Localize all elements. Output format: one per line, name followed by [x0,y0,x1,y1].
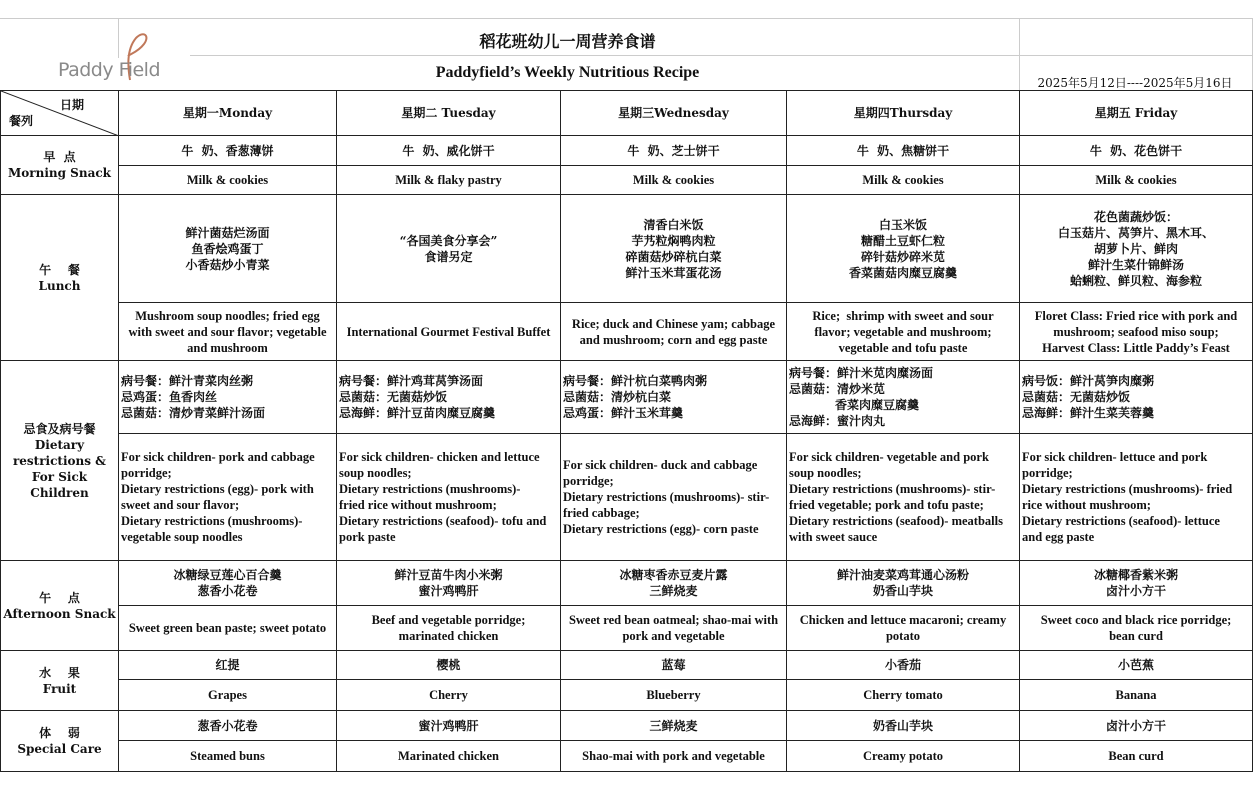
menu-line: International Gourmet Festival Buffet [346,324,551,339]
menu-line: 香菜肉糜豆腐羹 [789,398,919,412]
meal-row-en [1,606,1253,651]
menu-line: fried rice without mushroom; [339,498,497,512]
menu-line: 忌鸡蛋：鲜汁玉米茸羹 [563,406,684,420]
menu-cell-en [1020,741,1253,772]
meal-category-en: Special Care [17,742,102,756]
menu-line: Chicken and lettuce macaroni; creamy [799,613,1007,627]
menu-line: 鲜汁玉米茸蛋花汤 [625,265,722,280]
menu-line: 鲜汁豆苗牛肉小米粥 [394,568,503,582]
menu-cell-en [787,166,1020,195]
menu-cell-en [787,434,1020,561]
meal-row-cn [1,361,1253,434]
menu-line: Mushroom soup noodles; fried egg [135,308,320,323]
menu-cell-en [1020,166,1253,195]
menu-cell-cn [787,195,1020,303]
menu-line: 芋艿粒焖鸭肉粒 [631,233,716,248]
menu-line: 病号餐：鲜汁杭白菜鸭肉粥 [563,374,708,388]
mid-rule [190,55,1253,56]
menu-line: Bean curd [1108,749,1164,763]
menu-cell-cn [337,561,561,606]
day-header-row [1,91,1253,136]
meal-category-en: Morning Snack [8,166,111,180]
menu-line: 卤汁小方干 [1105,718,1166,733]
menu-cell-en [561,434,787,561]
menu-cell-cn [561,195,787,303]
menu-cell-cn [337,195,561,303]
menu-line: 白玉米饭 [878,217,927,232]
meal-category-cn: 早 点 [43,150,76,164]
menu-line: marinated chicken [398,629,499,643]
meal-category-en: Lunch [38,278,81,293]
menu-cell-en [561,741,787,772]
menu-line: Rice; shrimp with sweet and sour [812,308,994,323]
corner-date-label: 日期 [59,98,84,112]
menu-line: 葱香小花卷 [197,718,258,733]
menu-line: Dietary restrictions (seafood)- tofu and [339,514,547,528]
menu-cell-en [337,303,561,361]
menu-line: 奶香山芋块 [872,718,933,733]
menu-line: Dietary restrictions (mushrooms)- stir- [563,490,770,504]
page-title-en: Paddyfield’s Weekly Nutritious Recipe [435,64,700,81]
menu-line: and egg paste [1022,530,1095,544]
menu-line: vegetable soup noodles [121,530,243,544]
menu-line: 葱香小花卷 [197,584,258,598]
menu-cell-cn [787,561,1020,606]
menu-line: porridge; [1022,466,1073,480]
meal-row-en [1,166,1253,195]
menu-line: Creamy potato [863,749,943,763]
menu-line: 清香白米饭 [643,217,704,232]
menu-line: For sick children- vegetable and pork [789,450,989,464]
menu-line: Sweet coco and black rice porridge; [1040,613,1232,627]
menu-cell-en [337,434,561,561]
menu-line: 牛 奶、焦糖饼干 [856,143,950,158]
menu-line: Milk & cookies [186,173,269,187]
menu-line: 病号餐：鲜汁青菜肉丝粥 [121,374,254,388]
menu-cell-cn [1020,195,1253,303]
logo-text: Paddy Field [58,59,161,81]
menu-line: 病号餐：鲜汁鸡茸莴笋汤面 [339,374,484,388]
menu-cell-cn [561,136,787,166]
menu-cell-cn [787,361,1020,434]
menu-line: “各国美食分享会” [399,233,498,248]
menu-cell-cn [119,711,337,741]
menu-cell-cn [787,651,1020,680]
menu-cell-cn [337,651,561,680]
menu-line: fried vegetable; pork and tofu paste; [789,498,984,512]
menu-line: Harvest Class: Little Paddy’s Feast [1042,340,1230,355]
menu-line: Dietary restrictions (seafood)- lettuce [1022,514,1220,528]
meal-row-cn [1,136,1253,166]
meal-category-cn: 体 弱 [39,726,80,740]
menu-line: flavor; vegetable and mushroom; [814,324,992,339]
menu-line: 牛 奶、威化饼干 [402,143,495,158]
menu-line: 小香茄 [884,658,921,672]
menu-cell-en [561,680,787,711]
menu-cell-en [119,680,337,711]
menu-line: 花色菌蔬炒饭： [1093,209,1178,224]
menu-cell-cn [119,651,337,680]
menu-line: porridge; [121,466,172,480]
menu-cell-en [337,166,561,195]
menu-line: Dietary restrictions (mushrooms)- [121,514,303,528]
meal-category-cn: 水 果 [39,665,80,680]
menu-cell-en [119,303,337,361]
menu-cell-cn [119,195,337,303]
meal-category [1,561,119,651]
menu-line: 冰糖枣香赤豆麦片露 [619,568,728,582]
menu-line: 鱼香烩鸡蛋丁 [191,241,264,256]
meal-row-cn [1,561,1253,606]
menu-line: 胡萝卜片、鲜肉 [1093,241,1178,256]
menu-line: Shao-mai with pork and vegetable [582,749,765,763]
menu-line: 蜜汁鸡鸭肝 [418,718,479,733]
menu-cell-cn [119,136,337,166]
meal-category [1,195,119,361]
meal-category [1,711,119,772]
menu-cell-en [119,606,337,651]
menu-line: 小芭蕉 [1117,658,1154,672]
day-header: 星期五 Friday [1020,91,1253,136]
menu-cell-en [561,303,787,361]
menu-line: 忌菌菇：清炒青菜鲜汁汤面 [121,406,266,420]
menu-line: Dietary restrictions (egg)- corn paste [563,522,759,536]
day-header: 星期二 Tuesday [337,91,561,136]
menu-line: For sick children- chicken and lettuce [339,450,540,464]
menu-line: 三鲜烧麦 [649,584,698,598]
menu-line: 卤汁小方干 [1105,584,1166,598]
menu-line: For sick children- lettuce and pork [1022,450,1208,464]
day-header: 星期四Thursday [787,91,1020,136]
menu-line: Cherry tomato [863,688,943,702]
menu-line: 忌菌菇：清炒米苋 [789,382,886,396]
menu-cell-en [561,606,787,651]
menu-cell-cn [561,561,787,606]
menu-cell-cn [1020,136,1253,166]
menu-line: porridge; [563,474,614,488]
menu-line: and mushroom [187,340,268,355]
meal-category [1,651,119,711]
menu-line: and mushroom; corn and egg paste [579,332,768,347]
menu-line: For sick children- pork and cabbage [121,450,315,464]
menu-line: 小香菇炒小青菜 [185,257,270,272]
menu-table [0,90,1253,772]
menu-line: with sweet sauce [789,530,878,544]
menu-line: 牛 奶、芝士饼干 [627,143,720,158]
meal-category [1,361,119,561]
menu-line: 碎针菇炒碎米苋 [860,249,945,264]
menu-line: 忌菌菇：无菌菇炒饭 [1022,390,1131,404]
top-rule [0,18,1253,19]
menu-line: 香菜菌菇肉糜豆腐羹 [848,265,957,280]
menu-cell-en [1020,303,1253,361]
menu-line: 病号餐：鲜汁米苋肉糜汤面 [789,366,934,380]
menu-cell-en [787,606,1020,651]
menu-cell-cn [119,361,337,434]
menu-cell-en [1020,680,1253,711]
menu-line: Beef and vegetable porridge; [371,613,526,627]
menu-cell-cn [337,361,561,434]
menu-line: 忌海鲜：鲜汁生菜芙蓉羹 [1022,406,1155,420]
menu-cell-cn [337,711,561,741]
day-header: 星期一Monday [119,91,337,136]
menu-cell-en [119,434,337,561]
meal-row-en [1,680,1253,711]
meal-category-cn: 午 点 [39,590,80,605]
corner-cell [1,91,119,136]
menu-cell-en [119,166,337,195]
menu-line: 白玉菇片、莴笋片、黑木耳、 [1057,225,1214,240]
menu-line: Blueberry [646,688,701,702]
menu-cell-en [561,166,787,195]
menu-line: 樱桃 [436,658,461,672]
menu-line: 蛤蜊粒、鲜贝粒、海参粒 [1069,273,1202,288]
menu-line: Dietary restrictions (seafood)- meatballs [789,514,1003,528]
menu-line: Marinated chicken [397,749,500,763]
meal-row-en [1,741,1253,772]
menu-line: Grapes [208,688,247,702]
menu-line: Milk & flaky pastry [395,173,502,187]
menu-line: Rice; duck and Chinese yam; cabbage [571,316,776,331]
menu-line: 红提 [215,658,240,672]
menu-line: with sweet and sour flavor; vegetable [128,324,327,339]
meal-row-en [1,434,1253,561]
menu-line: For sick children- duck and cabbage [563,458,758,472]
menu-line: 忌菌菇：清炒杭白菜 [563,390,672,404]
meal-category-cn: 忌食及病号餐 [23,421,96,436]
menu-line: 忌海鲜：蜜汁肉丸 [789,414,886,428]
meal-category-en: Afternoon Snack [3,606,116,621]
menu-line: 忌海鲜：鲜汁豆苗肉糜豆腐羹 [339,406,496,420]
menu-cell-cn [337,136,561,166]
menu-line: 忌鸡蛋：鱼香肉丝 [121,390,218,404]
menu-cell-en [1020,434,1253,561]
menu-line: fried cabbage; [563,506,640,520]
menu-line: 食谱另定 [424,249,473,264]
menu-line: soup noodles; [339,466,412,480]
menu-line: 忌菌菇：无菌菇炒饭 [339,390,448,404]
menu-cell-en [787,741,1020,772]
menu-cell-cn [1020,561,1253,606]
meal-row-en [1,303,1253,361]
menu-cell-en [1020,606,1253,651]
menu-cell-cn [1020,651,1253,680]
menu-line: pork paste [339,530,396,544]
menu-cell-en [119,741,337,772]
menu-cell-en [337,680,561,711]
menu-cell-cn [787,711,1020,741]
menu-cell-cn [561,651,787,680]
menu-cell-en [787,680,1020,711]
menu-line: vegetable and tofu paste [838,340,968,355]
menu-line: 奶香山芋块 [872,584,933,598]
menu-line: 病号饭：鲜汁莴笋肉糜粥 [1022,374,1155,388]
menu-line: bean curd [1109,629,1163,643]
menu-line: 蓝莓 [661,658,686,672]
menu-line: 鲜汁菌菇烂汤面 [185,225,270,240]
menu-cell-en [787,303,1020,361]
menu-line: 碎菌菇炒碎杭白菜 [625,249,722,264]
menu-line: 蜜汁鸡鸭肝 [418,584,479,598]
menu-line: Dietary restrictions (mushrooms)- [339,482,521,496]
paddy-field-logo [58,30,178,82]
meal-row-cn [1,195,1253,303]
menu-line: Steamed buns [190,749,265,763]
menu-line: Banana [1115,688,1157,702]
menu-line: mushroom; seafood miso soup; [1053,324,1219,339]
meal-category-en: Dietary restrictions & For Sick Children [12,437,107,500]
menu-cell-cn [561,711,787,741]
menu-line: Sweet green bean paste; sweet potato [128,621,327,635]
menu-line: sweet and sour flavor; [121,498,240,512]
menu-line: Sweet red bean oatmeal; shao-mai with [568,613,779,627]
menu-line: rice without mushroom; [1022,498,1151,512]
menu-cell-cn [119,561,337,606]
menu-line: 鲜汁油麦菜鸡茸通心汤粉 [836,568,969,582]
menu-line: 冰糖椰香紫米粥 [1093,568,1178,582]
menu-line: 三鲜烧麦 [649,718,698,733]
meal-row-cn [1,711,1253,741]
menu-line: Milk & cookies [632,173,715,187]
meal-row-cn [1,651,1253,680]
menu-cell-cn [1020,361,1253,434]
menu-cell-en [337,606,561,651]
menu-line: potato [885,629,921,643]
meal-category-cn: 午 餐 [39,262,80,277]
corner-meal-label: 餐列 [9,114,34,128]
menu-cell-cn [1020,711,1253,741]
menu-cell-cn [561,361,787,434]
menu-cell-cn [787,136,1020,166]
menu-line: 牛 奶、香葱薄饼 [181,143,274,158]
menu-line: Milk & cookies [1095,173,1177,187]
menu-line: 鲜汁生菜什锦鲜汤 [1087,257,1184,272]
date-range: 2025年5月12日----2025年5月16日 [1037,76,1233,90]
menu-line: Floret Class: Fried rice with pork and [1034,308,1238,323]
menu-cell-en [337,741,561,772]
menu-line: pork and vegetable [622,629,725,643]
menu-line: Dietary restrictions (egg)- pork with [121,482,314,496]
day-header: 星期三Wednesday [561,91,787,136]
menu-line: Cherry [429,688,468,702]
menu-line: 冰糖绿豆莲心百合羹 [173,568,282,582]
menu-line: Dietary restrictions (mushrooms)- stir- [789,482,996,496]
menu-line: Milk & cookies [862,173,944,187]
meal-category [1,136,119,195]
menu-line: Dietary restrictions (mushrooms)- fried [1022,482,1233,496]
page-title-cn: 稻花班幼儿一周营养食谱 [479,32,656,51]
menu-line: soup noodles; [789,466,862,480]
menu-line: 糖醋土豆虾仁粒 [860,233,945,248]
menu-line: 牛 奶、花色饼干 [1089,143,1183,158]
meal-category-en: Fruit [42,681,77,696]
